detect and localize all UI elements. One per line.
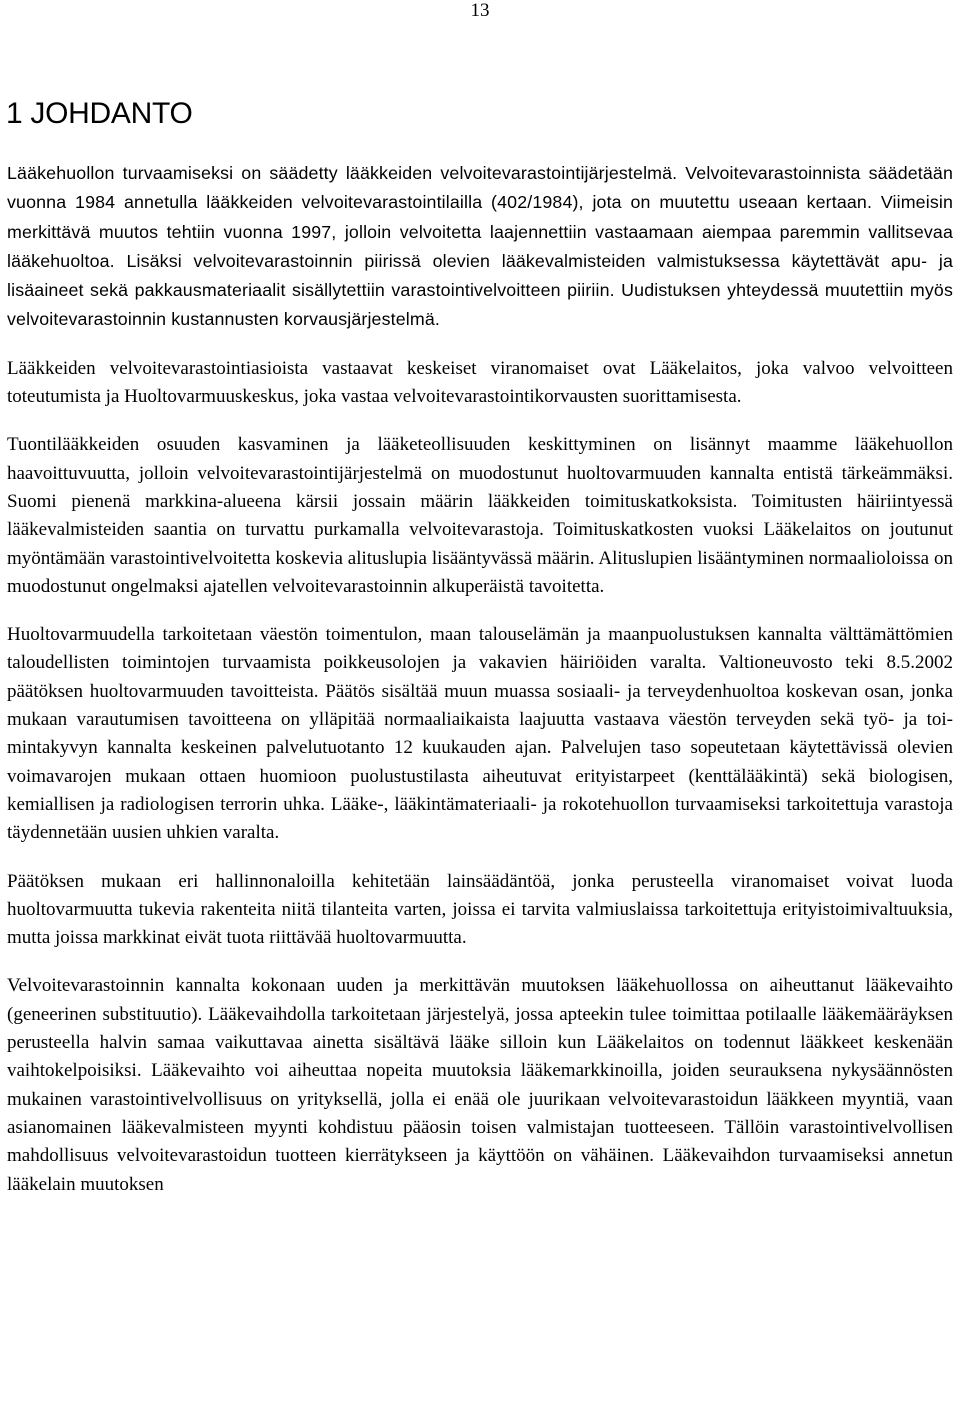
paragraph-6	[7, 972, 953, 1198]
paragraph-3-text: Tuontilääkkeiden osuuden kasvaminen ja lääketeollisuuden keskittyminen on lisännyt maamme lääkehuollon haavoittuvuutta, jolloin velvoitevarastointijärjestelmä on muodostunut huoltovarmuuden kannalta entistä tärkeämmäksi. Suomi pienenä markkina-alueena kärsii jossain määrin lääkkeiden toimituskatkoksista. Toimitusten häiriintyessä lääkevalmisteiden saantia on turvattu purkamalla velvoitevarastoja. Toimituskatkosten vuoksi Lääkelaitos on joutunut myöntämään varastointivelvoitetta koskevia alituslupia lisääntyvässä määrin. Alituslupien lisääntyminen normaalioloissa on muodostunut ongelmaksi ajatellen velvoitevarastoinnin alkuperäistä tavoitetta.	[7, 434, 953, 597]
paragraph-4	[7, 621, 953, 847]
chapter-heading: 1 JOHDANTO	[6, 97, 193, 130]
paragraph-2	[7, 355, 953, 412]
paragraph-1	[7, 159, 953, 335]
paragraph-1-sentence-1: Lääkehuollon turvaamiseksi on säädetty lääkkeiden velvoitevarastointijärjestelmä. Velvoitevarastoinnista säädetään vuonna 1984 annetulla lääkkeiden velvoitevarastointilailla (402/1984), jota on muutettu useaan kertaan.	[7, 163, 953, 213]
paragraph-5-text: Päätöksen mukaan eri hallinnonaloilla kehitetään lainsäädäntöä, jonka perusteella viranomaiset voivat luoda huoltovarmuutta tukevia rakenteita niitä tilanteita varten, joissa ei tarvita valmiuslaissa tarkoitettuja erityistoimivaltuuksia, mutta joissa markkinat eivät tuota riittävää huoltovarmuutta.	[7, 870, 953, 949]
body-text	[7, 159, 953, 1219]
paragraph-1-sentence-3: Lisäksi velvoitevarastoinnin piirissä olevien lääkevalmisteiden valmistuksessa käytettävät apu- ja lisäaineet sekä pakkausmateriaalit sisällytettiin varastointivelvoitteen piiriin.	[7, 250, 953, 301]
paragraph-6-text: Velvoitevarastoinnin kannalta kokonaan uuden ja merkittävän muutoksen lääkehuollossa on aiheuttanut lääkevaihto (geneerinen substituutio). Lääkevaihdolla tarkoitetaan järjestelyä, jossa apteekin tulee toimittaa potilaalle lääkemääräyksen perusteella halvin samaa vaikuttavaa ainetta sisältävä lääke silloin kun Lääkelaitos on todennut lääkkeet keskenään vaihtokelpoisiksi. Lääkevaihto voi aiheuttaa nopeita muutoksia lääkemarkkinoilla, joiden seurauksena nykysäännösten mukainen varastointivelvollisuus on yrityksellä, jolla ei enää ole juurikaan velvoitevarastoidun lääkkeen myyntiä, vaan asianomainen lääkevalmisteen myynti kohdistuu pääosin toisen valmistajan tuotteeseen. Tällöin varastointivelvollisen mahdollisuus velvoitevarastoidun tuotteen kierrätykseen ja käyttöön on vähäinen. Lääkevaihdon turvaamiseksi annetun lääkelain muutoksen	[7, 975, 953, 1195]
paragraph-1-sentence-4: Uudistuksen yhteydessä muutettiin myös velvoitevarastoinnin kustannusten korvausjärjestelmä.	[7, 280, 954, 330]
paragraph-1-sentence-2: Viimeisin merkittävä muutos tehtiin vuonna 1997, jolloin velvoitetta laajennettiin vastaamaan aiempaa paremmin vallitsevaa lääkehuoltoa.	[7, 192, 953, 271]
page-number: 13	[470, 0, 490, 21]
paragraph-5	[7, 868, 953, 953]
paragraph-4-text: Huoltovarmuudella tarkoitetaan väestön toimentulon, maan talouselämän ja maanpuolustuksen kannalta välttämättömien taloudellisten toimintojen turvaamista poikkeusolojen ja vakavien häiriöiden varalta. Valtioneuvosto teki 8.5.2002 päätöksen huoltovarmuuden tavoitteista. Päätös sisältää muun muassa sosiaali- ja terveydenhuoltoa koskevan osan, jonka mukaan varautumisen tavoitteena on ylläpitää normaaliaikaista laajuutta vastaava väestön terveyden sekä työ- ja toimintakyvyn kannalta keskeinen palvelutuotanto 12 kuukauden ajan. Palvelujen taso sopeutetaan käytettävissä olevien voimavarojen mukaan ottaen huomioon puolustustilasta aiheutuvat erityistarpeet (kenttälääkintä) sekä biologisen, kemiallisen ja radiologisen terrorin uhka. Lääke-, lääkintämateriaali- ja rokotehuollon turvaamiseksi tarkoitettuja varastoja täydennetään uusien uhkien varalta.	[7, 624, 953, 844]
paragraph-3	[7, 431, 953, 601]
paragraph-2-text: Lääkkeiden velvoitevarastointiasioista vastaavat keskeiset viranomaiset ovat Lääkelaitos, joka valvoo velvoitteen toteutumista ja Huoltovarmuuskeskus, joka vastaa velvoitevarastointikorvausten suorittamisesta.	[7, 357, 953, 408]
